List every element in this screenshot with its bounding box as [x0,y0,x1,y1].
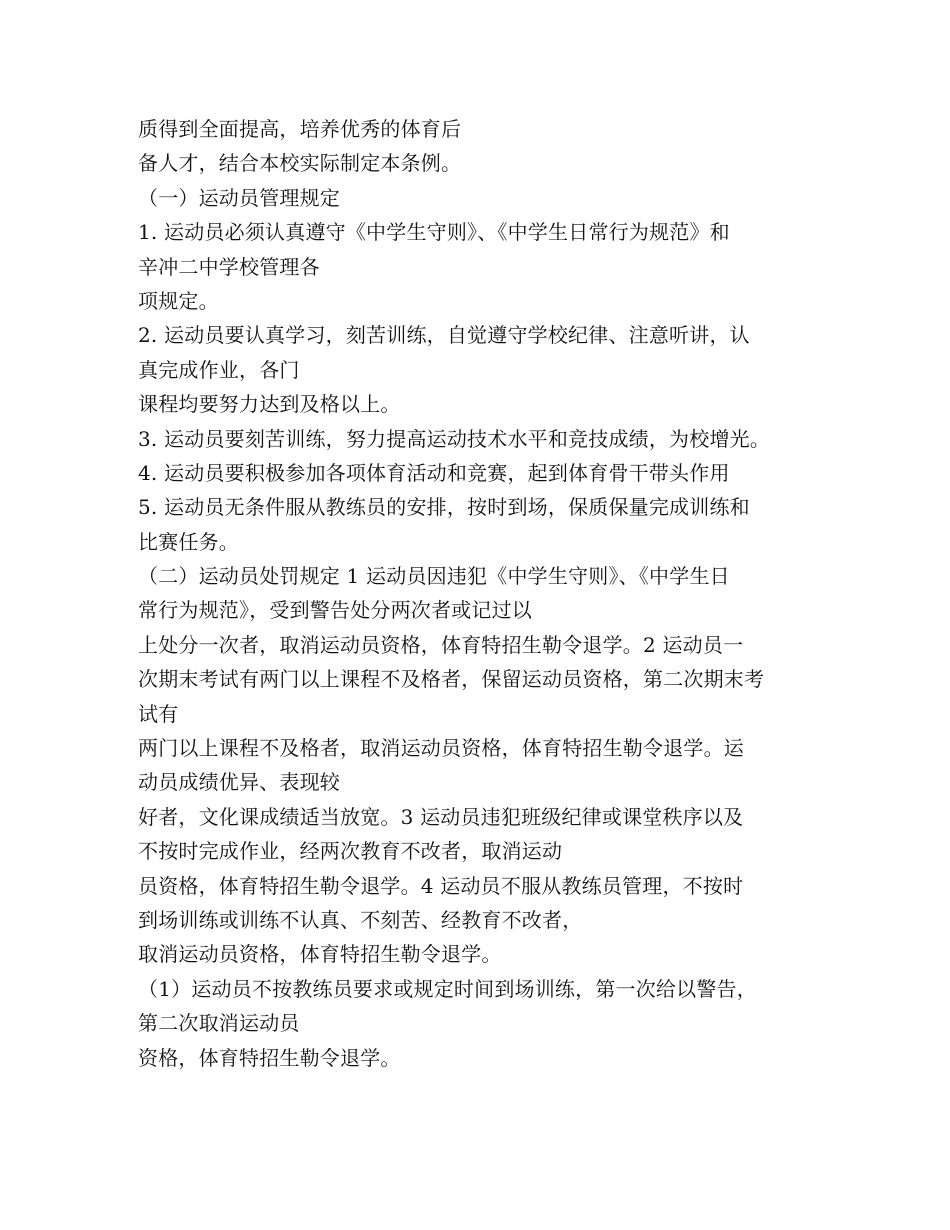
section-heading: （一）运动员管理规定 [138,185,340,210]
text-line: 上处分一次者，取消运动员资格，体育特招生勒令退学。2 运动员一 [138,632,744,657]
text-line: 不按时完成作业，经两次教育不改者，取消运动 [138,839,563,864]
text-line: 试有 [138,701,179,726]
section-heading: （二）运动员处罚规定 1 运动员因违犯《中学生守则》、《中学生日 [138,564,730,589]
text-line: 1. 运动员必须认真遵守《中学生守则》、《中学生日常行为规范》和 [138,220,730,245]
text-line: 4. 运动员要积极参加各项体育活动和竞赛，起到体育骨干带头作用 [138,460,730,485]
text-line: 质得到全面提高，培养优秀的体育后 [138,117,462,141]
text-line: 两门以上课程不及格者，取消运动员资格，体育特招生勒令退学。运 [138,736,744,761]
text-line: 第二次取消运动员 [138,1011,300,1036]
text-line: 次期末考试有两门以上课程不及格者，保留运动员资格，第二次期末考 [138,667,765,692]
text-line: 到场训练或训练不认真、不刻苦、经教育不改者， [138,907,583,932]
text-line: 课程均要努力达到及格以上。 [138,392,401,417]
text-line: 员资格，体育特招生勒令退学。4 运动员不服从教练员管理，不按时 [138,873,744,898]
document-body [138,112,828,1075]
text-line: 资格，体育特招生勒令退学。 [138,1045,401,1070]
text-line: 比赛任务。 [138,529,239,554]
text-line: 2. 运动员要认真学习，刻苦训练，自觉遵守学校纪律、注意听讲，认 [138,323,750,348]
text-line: 项规定。 [138,288,219,313]
text-line: 备人才，结合本校实际制定本条例。 [138,151,462,176]
text-line: 动员成绩优异、表现较 [138,770,340,795]
text-line: 取消运动员资格，体育特招生勒令退学。 [138,942,502,967]
text-line: 好者，文化课成绩适当放宽。3 运动员违犯班级纪律或课堂秩序以及 [138,804,744,829]
text-line: （1）运动员不按教练员要求或规定时间到场训练，第一次给以警告， [138,976,757,1001]
text-line: 常行为规范》，受到警告处分两次者或记过以 [138,598,532,623]
text-line: 辛冲二中学校管理各 [138,254,320,279]
text-line: 3. 运动员要刻苦训练，努力提高运动技术水平和竞技成绩，为校增光。 [138,426,771,451]
text-line: 5. 运动员无条件服从教练员的安排，按时到场，保质保量完成训练和 [138,495,750,520]
text-line: 真完成作业，各门 [138,357,300,382]
